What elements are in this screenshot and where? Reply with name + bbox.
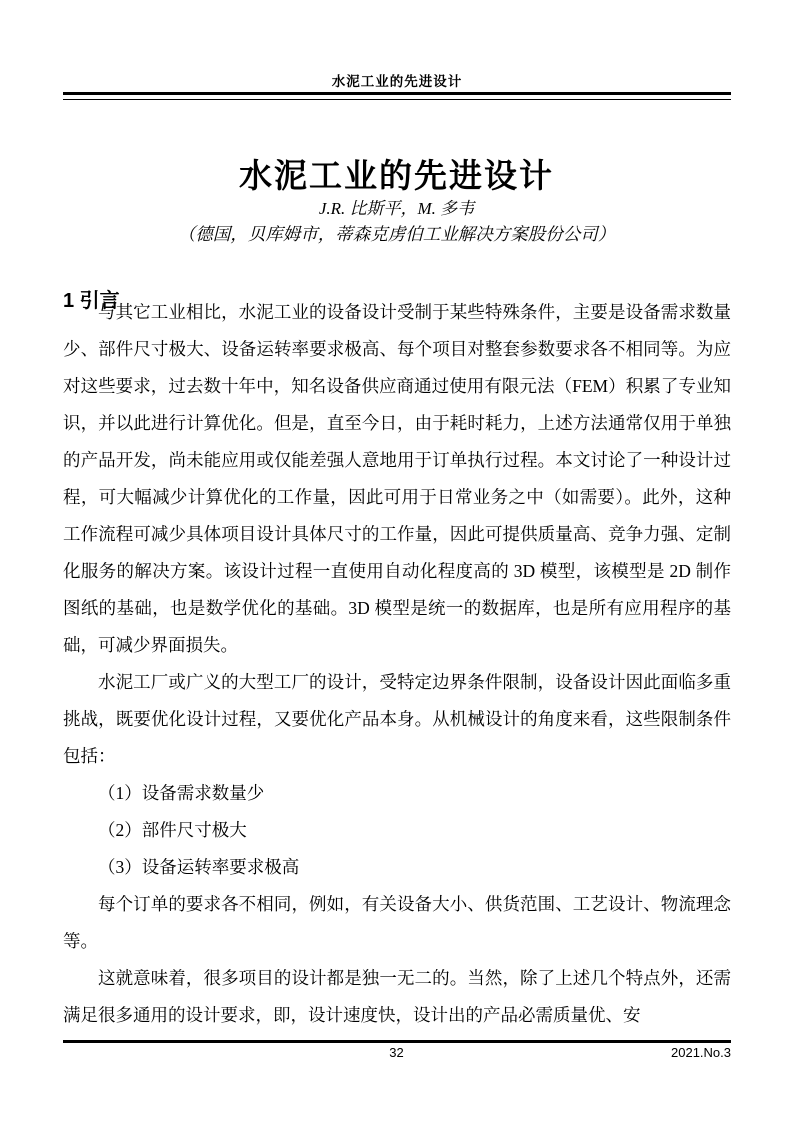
paragraph: 水泥工厂或广义的大型工厂的设计，受特定边界条件限制，设备设计因此面临多重挑战，既要优化设计过程，又要优化产品本身。从机械设计的角度来看，这些限制条件包括： bbox=[63, 672, 731, 766]
header-rule bbox=[63, 92, 731, 100]
authors-line: J.R. 比斯平，M. 多韦 bbox=[318, 199, 475, 218]
paragraph: 每个订单的要求各不相同，例如，有关设备大小、供货范围、工艺设计、物流理念等。 bbox=[63, 894, 731, 951]
list-item: （3）设备运转率要求极高 bbox=[98, 857, 300, 877]
article-body bbox=[63, 294, 731, 1034]
footer-rule bbox=[63, 1040, 731, 1043]
running-header-title: 水泥工业的先进设计 bbox=[331, 74, 463, 89]
section-heading-introduction: 1 引言 bbox=[63, 289, 120, 312]
list-item: （1）设备需求数量少 bbox=[98, 783, 265, 803]
issue-label: 2021.No.3 bbox=[671, 1045, 731, 1060]
list-item: （2）部件尺寸极大 bbox=[98, 820, 247, 840]
paragraph: 与其它工业相比，水泥工业的设备设计受制于某些特殊条件，主要是设备需求数量少、部件尺寸极大、设备运转率要求极高、每个项目对整套参数要求各不相同等。为应对这些要求，过去数十年中，知名设备供应商通过使用有限元法（FEM）积累了专业知识，并以此进行计算优化。但是，直至今日，由于耗时耗力，上述方法通常仅用于单独的产品开发，尚未能应用或仅能差强人意地用于订单执行过程。本文讨论了一种设计过程，可大幅减少计算优化的工作量，因此可用于日常业务之中（如需要）。此外，这种工作流程可减少具体项目设计具体尺寸的工作量，因此可提供质量高、竞争力强、定制化服务的解决方案。该设计过程一直使用自动化程度高的 3D 模型，该模型是 2D 制作图纸的基础，也是数学优化的基础。3D 模型是统一的数据库，也是所有应用程序的基础，可减少界面损失。 bbox=[63, 302, 731, 655]
paragraph: 这就意味着，很多项目的设计都是独一无二的。当然，除了上述几个特点外，还需满足很多通用的设计要求，即，设计速度快，设计出的产品必需质量优、安 bbox=[63, 968, 731, 1025]
page-number: 32 bbox=[389, 1045, 404, 1060]
page-title: 水泥工业的先进设计 bbox=[239, 157, 554, 195]
affiliation-line: （德国，贝库姆市，蒂森克虏伯工业解决方案股份公司） bbox=[177, 224, 616, 244]
